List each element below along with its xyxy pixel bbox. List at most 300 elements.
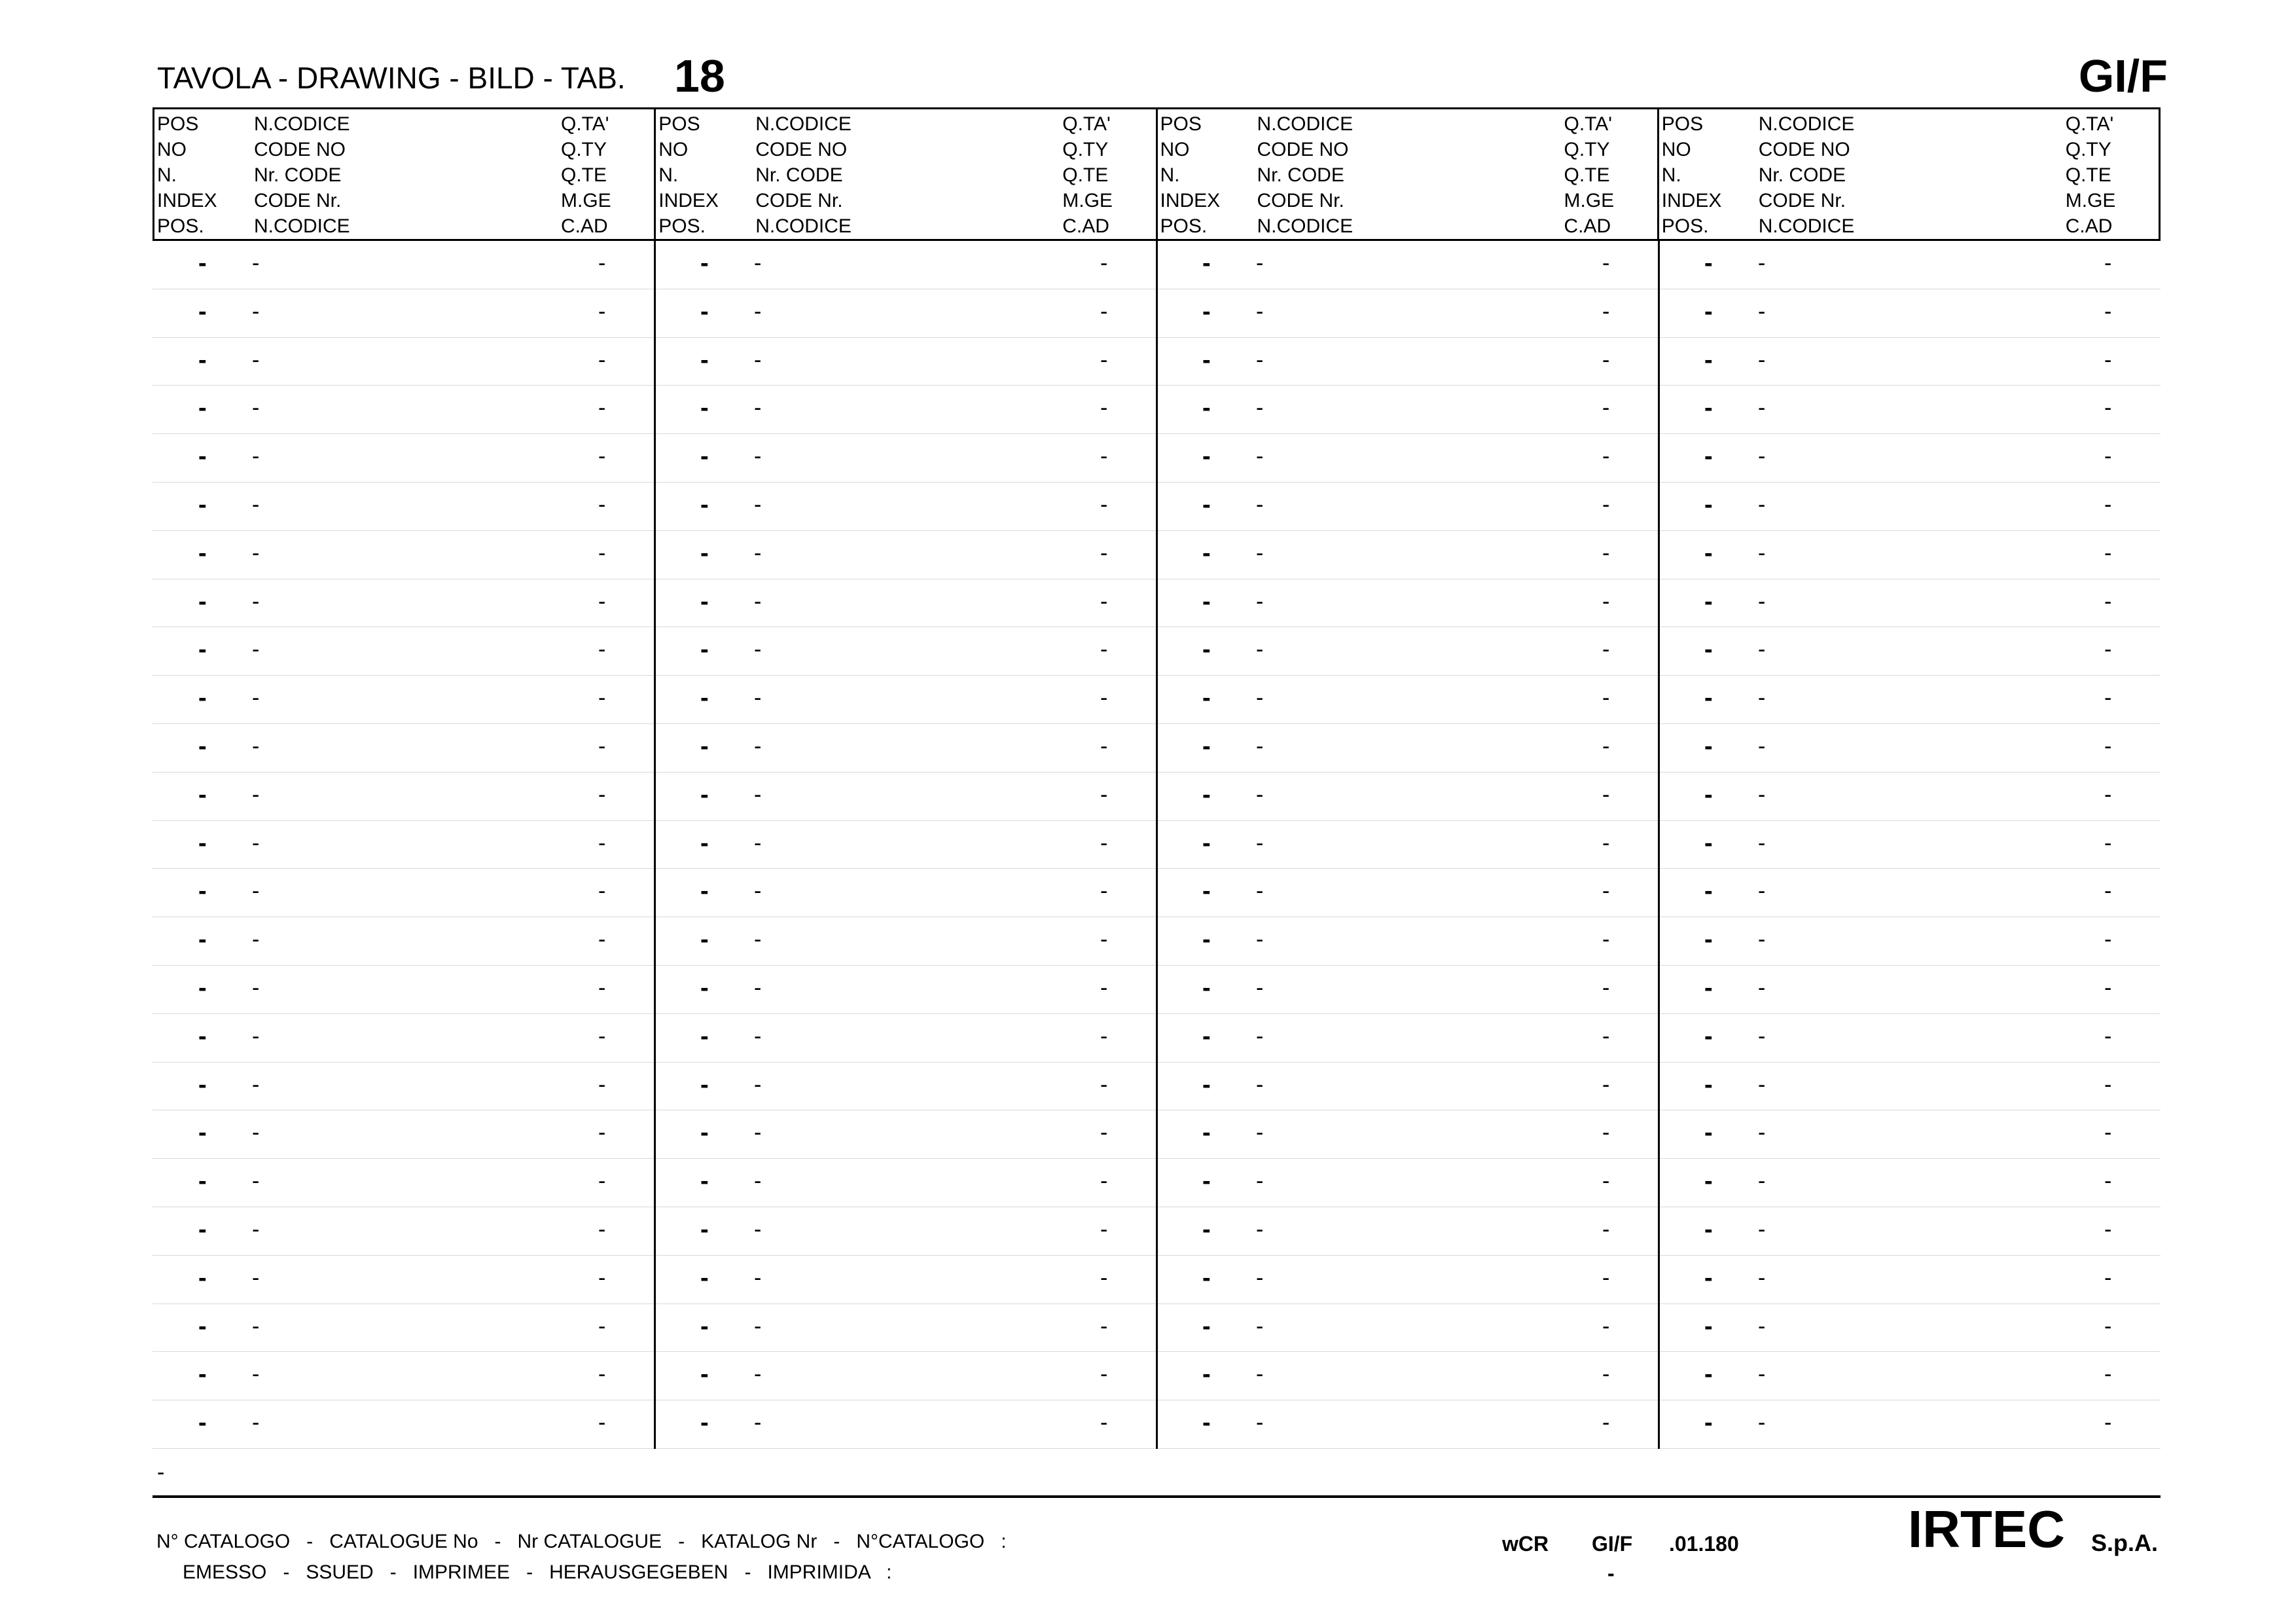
part-quantity: - <box>2104 1023 2112 1049</box>
header-line <box>1158 163 1657 188</box>
part-entry <box>1659 289 2161 337</box>
column-divider <box>1658 241 1660 1449</box>
header-code-label: CODE NO <box>254 139 346 160</box>
part-code: - <box>1758 492 1766 517</box>
part-quantity: - <box>598 1313 606 1339</box>
part-position: - <box>198 1119 207 1147</box>
part-code: - <box>1758 1410 1766 1436</box>
part-entry <box>655 1304 1157 1352</box>
part-entry <box>152 869 655 917</box>
part-entry <box>655 724 1157 772</box>
part-code: - <box>252 685 260 711</box>
part-quantity: - <box>1100 1120 1108 1146</box>
part-quantity: - <box>2104 927 2112 953</box>
header-line <box>1659 163 2159 188</box>
header-line <box>656 189 1155 213</box>
header-code-label: CODE Nr. <box>755 190 843 211</box>
part-quantity: - <box>598 637 606 663</box>
header-code-label: N.CODICE <box>254 215 350 237</box>
part-code: - <box>252 879 260 904</box>
part-entry <box>1157 1400 1659 1448</box>
part-code: - <box>1256 637 1264 663</box>
part-code: - <box>754 589 762 614</box>
part-entry <box>1659 1304 2161 1352</box>
part-code: - <box>252 734 260 759</box>
part-position: - <box>700 684 709 712</box>
part-quantity: - <box>598 540 606 566</box>
part-code: - <box>1758 830 1766 856</box>
part-quantity: - <box>2104 1265 2112 1290</box>
part-entry <box>152 1256 655 1304</box>
part-quantity: - <box>2104 251 2112 276</box>
header-qty-label: Q.TA' <box>1564 113 1613 135</box>
part-quantity: - <box>1602 1410 1610 1436</box>
part-entry <box>1157 627 1659 675</box>
header-code-label: N.CODICE <box>254 113 350 135</box>
part-position: - <box>1202 587 1211 615</box>
part-quantity: - <box>2104 1120 2112 1146</box>
part-code: - <box>1256 492 1264 517</box>
part-quantity: - <box>1602 1072 1610 1097</box>
part-code: - <box>1758 879 1766 904</box>
part-quantity: - <box>2104 444 2112 469</box>
part-quantity: - <box>1100 1362 1108 1387</box>
part-entry <box>1157 483 1659 530</box>
header-pos-label: POS <box>1160 113 1202 135</box>
part-code: - <box>754 782 762 807</box>
part-position: - <box>1202 1312 1211 1340</box>
part-quantity: - <box>2104 1072 2112 1097</box>
part-quantity: - <box>598 395 606 421</box>
bottom-note: - <box>157 1460 165 1485</box>
part-code: - <box>252 1120 260 1146</box>
part-code: - <box>754 1217 762 1242</box>
header-column-group <box>656 109 1157 239</box>
part-position: - <box>700 249 709 277</box>
header-line <box>1659 112 2159 137</box>
part-quantity: - <box>2104 589 2112 614</box>
header-pos-label: POS <box>157 113 199 135</box>
part-position: - <box>1704 926 1713 954</box>
part-quantity: - <box>598 1023 606 1049</box>
part-code: - <box>252 444 260 469</box>
part-entry <box>1157 1014 1659 1062</box>
part-quantity: - <box>598 299 606 324</box>
part-entry <box>655 1159 1157 1207</box>
drawing-title: TAVOLA - DRAWING - BILD - TAB. <box>157 61 626 95</box>
part-entry <box>1659 821 2161 869</box>
part-code: - <box>754 1265 762 1290</box>
part-entry <box>152 724 655 772</box>
part-entry <box>152 386 655 433</box>
part-entry <box>1157 1256 1659 1304</box>
part-quantity: - <box>1100 782 1108 807</box>
header-line <box>656 137 1155 162</box>
part-position: - <box>700 1022 709 1050</box>
part-position: - <box>198 1264 207 1292</box>
part-quantity: - <box>1100 1169 1108 1194</box>
header-line <box>154 163 654 188</box>
part-code: - <box>1256 879 1264 904</box>
part-position: - <box>1704 249 1713 277</box>
part-entry <box>655 434 1157 482</box>
header-qty-label: Q.TA' <box>561 113 609 135</box>
footer-divider <box>152 1495 2161 1498</box>
part-entry <box>1659 338 2161 386</box>
part-entry <box>655 1400 1157 1448</box>
part-code: - <box>754 1410 762 1436</box>
header-qty-label: Q.TE <box>1062 164 1109 186</box>
issued-value: - <box>1607 1561 1615 1585</box>
part-quantity: - <box>1602 830 1610 856</box>
part-entry <box>152 917 655 965</box>
part-entry <box>152 627 655 675</box>
part-entry <box>1157 289 1659 337</box>
header-qty-label: Q.TA' <box>1062 113 1111 135</box>
part-code: - <box>252 1072 260 1097</box>
header-column-group <box>1158 109 1659 239</box>
part-entry <box>1157 773 1659 820</box>
part-position: - <box>1704 1312 1713 1340</box>
header-column-group <box>154 109 656 239</box>
title-row <box>157 46 2168 105</box>
part-position: - <box>198 1022 207 1050</box>
part-quantity: - <box>1100 879 1108 904</box>
part-entry <box>1659 531 2161 579</box>
part-entry <box>1157 1304 1659 1352</box>
part-code: - <box>252 1265 260 1290</box>
part-entry <box>1157 1159 1659 1207</box>
part-quantity: - <box>598 347 606 373</box>
part-code: - <box>252 492 260 517</box>
header-line <box>656 112 1155 137</box>
part-entry <box>152 1352 655 1400</box>
part-code: - <box>1256 685 1264 711</box>
header-qty-label: C.AD <box>2065 215 2113 237</box>
part-code: - <box>252 782 260 807</box>
part-position: - <box>1704 1360 1713 1389</box>
part-quantity: - <box>2104 734 2112 759</box>
part-entry <box>655 1063 1157 1110</box>
part-entry <box>152 1063 655 1110</box>
part-code: - <box>252 395 260 421</box>
part-quantity: - <box>1602 589 1610 614</box>
header-code-label: CODE Nr. <box>254 190 342 211</box>
part-code: - <box>754 540 762 566</box>
header-pos-label: INDEX <box>157 190 217 211</box>
header-pos-label: INDEX <box>658 190 719 211</box>
part-position: - <box>1202 1167 1211 1195</box>
header-code-label: N.CODICE <box>755 113 852 135</box>
header-code-label: CODE Nr. <box>1257 190 1344 211</box>
part-quantity: - <box>1100 734 1108 759</box>
header-line <box>154 214 654 239</box>
part-code: - <box>1758 395 1766 421</box>
part-entry <box>152 1400 655 1448</box>
part-code: - <box>1758 251 1766 276</box>
part-code: - <box>252 976 260 1000</box>
part-position: - <box>1202 443 1211 471</box>
part-code: - <box>1758 589 1766 614</box>
part-quantity: - <box>1100 1313 1108 1339</box>
part-position: - <box>1202 1216 1211 1243</box>
part-code: - <box>1758 1023 1766 1049</box>
part-code: - <box>1256 830 1264 856</box>
part-position: - <box>198 829 207 857</box>
part-code: - <box>754 1169 762 1194</box>
header-code-label: Nr. CODE <box>755 164 843 186</box>
part-position: - <box>700 394 709 422</box>
part-position: - <box>700 829 709 857</box>
issued-label-line: EMESSO - SSUED - IMPRIMEE - HERAUSGEGEBEN - IMPRIMIDA : <box>183 1561 892 1583</box>
header-pos-label: NO <box>658 139 689 160</box>
part-position: - <box>198 1409 207 1437</box>
part-code: - <box>252 1217 260 1242</box>
part-position: - <box>1202 1119 1211 1147</box>
part-quantity: - <box>2104 830 2112 856</box>
part-entry <box>655 1014 1157 1062</box>
part-position: - <box>1202 1070 1211 1099</box>
part-code: - <box>252 1169 260 1194</box>
part-position: - <box>700 780 709 809</box>
part-code: - <box>1758 734 1766 759</box>
group-code: GI/F <box>2078 50 2168 101</box>
part-quantity: - <box>598 927 606 953</box>
header-code-label: N.CODICE <box>1257 113 1354 135</box>
part-code: - <box>1256 540 1264 566</box>
part-quantity: - <box>1100 444 1108 469</box>
part-quantity: - <box>2104 1313 2112 1339</box>
part-position: - <box>198 346 207 374</box>
part-quantity: - <box>1100 685 1108 711</box>
part-code: - <box>252 830 260 856</box>
part-quantity: - <box>598 879 606 904</box>
header-pos-label: INDEX <box>1661 190 1722 211</box>
part-code: - <box>1256 1217 1264 1242</box>
part-position: - <box>700 926 709 954</box>
header-pos-label: N. <box>658 164 679 186</box>
header-line <box>1158 189 1657 213</box>
part-position: - <box>1202 974 1211 1002</box>
part-quantity: - <box>598 1217 606 1242</box>
part-quantity: - <box>1602 1362 1610 1387</box>
part-position: - <box>700 974 709 1002</box>
part-position: - <box>700 1119 709 1147</box>
part-entry <box>1157 724 1659 772</box>
part-entry <box>1157 386 1659 433</box>
part-code: - <box>1256 1410 1264 1436</box>
part-entry <box>655 531 1157 579</box>
header-pos-label: N. <box>1160 164 1180 186</box>
parts-table <box>152 241 2161 1449</box>
part-entry <box>1157 579 1659 627</box>
part-position: - <box>1202 877 1211 905</box>
part-entry <box>1659 676 2161 723</box>
part-position: - <box>700 1360 709 1389</box>
header-qty-label: M.GE <box>1062 190 1113 211</box>
part-position: - <box>1202 491 1211 519</box>
part-quantity: - <box>2104 976 2112 1000</box>
part-position: - <box>1704 1022 1713 1050</box>
part-code: - <box>252 251 260 276</box>
part-position: - <box>1202 539 1211 567</box>
part-position: - <box>1704 394 1713 422</box>
part-code: - <box>1256 976 1264 1000</box>
part-code: - <box>754 347 762 373</box>
part-quantity: - <box>1602 1265 1610 1290</box>
part-entry <box>152 1207 655 1255</box>
header-line <box>656 163 1155 188</box>
part-position: - <box>198 877 207 905</box>
part-position: - <box>1704 684 1713 712</box>
part-quantity: - <box>1100 299 1108 324</box>
part-entry <box>655 483 1157 530</box>
header-code-label: Nr. CODE <box>1758 164 1846 186</box>
part-position: - <box>1704 733 1713 760</box>
part-entry <box>1659 917 2161 965</box>
header-code-label: N.CODICE <box>1758 215 1855 237</box>
part-code: - <box>754 1120 762 1146</box>
part-position: - <box>700 1216 709 1243</box>
part-position: - <box>1704 877 1713 905</box>
header-qty-label: M.GE <box>1564 190 1615 211</box>
part-position: - <box>198 491 207 519</box>
part-entry <box>1157 434 1659 482</box>
part-quantity: - <box>1100 1217 1108 1242</box>
part-entry <box>1659 434 2161 482</box>
header-pos-label: POS. <box>1160 215 1208 237</box>
header-qty-label: Q.TY <box>1062 139 1109 160</box>
part-quantity: - <box>1100 637 1108 663</box>
part-entry <box>152 241 655 289</box>
part-position: - <box>700 877 709 905</box>
part-quantity: - <box>1602 1023 1610 1049</box>
part-entry <box>655 869 1157 917</box>
part-quantity: - <box>598 1072 606 1097</box>
part-entry <box>1157 966 1659 1013</box>
part-quantity: - <box>1602 879 1610 904</box>
part-code: - <box>1758 1313 1766 1339</box>
part-quantity: - <box>1100 347 1108 373</box>
header-code-label: CODE NO <box>755 139 848 160</box>
part-code: - <box>1758 1120 1766 1146</box>
part-code: - <box>754 492 762 517</box>
part-quantity: - <box>598 492 606 517</box>
part-code: - <box>1758 1217 1766 1242</box>
part-entry <box>1659 1256 2161 1304</box>
part-code: - <box>252 1362 260 1387</box>
part-position: - <box>1704 1216 1713 1243</box>
part-position: - <box>1202 1264 1211 1292</box>
part-quantity: - <box>598 1265 606 1290</box>
part-entry <box>1157 869 1659 917</box>
part-entry <box>1659 241 2161 289</box>
part-quantity: - <box>1602 637 1610 663</box>
catalogue-label-line: N° CATALOGO - CATALOGUE No - Nr CATALOGUE - KATALOG Nr - N°CATALOGO : <box>156 1531 1007 1552</box>
part-entry <box>1157 241 1659 289</box>
part-quantity: - <box>1100 976 1108 1000</box>
part-quantity: - <box>1602 1217 1610 1242</box>
part-entry <box>152 966 655 1013</box>
part-quantity: - <box>1602 927 1610 953</box>
part-quantity: - <box>1100 492 1108 517</box>
header-pos-label: POS. <box>658 215 706 237</box>
part-quantity: - <box>598 1410 606 1436</box>
part-quantity: - <box>2104 637 2112 663</box>
part-entry <box>655 1256 1157 1304</box>
part-code: - <box>252 347 260 373</box>
header-line <box>1659 214 2159 239</box>
part-quantity: - <box>2104 1217 2112 1242</box>
part-position: - <box>1704 539 1713 567</box>
part-quantity: - <box>1100 589 1108 614</box>
part-quantity: - <box>2104 879 2112 904</box>
part-entry <box>1659 483 2161 530</box>
part-position: - <box>198 1216 207 1243</box>
part-position: - <box>1202 733 1211 760</box>
part-position: - <box>1704 297 1713 325</box>
part-code: - <box>754 976 762 1000</box>
part-position: - <box>1704 1119 1713 1147</box>
company-logo: IRTEC <box>1908 1500 2065 1558</box>
header-line <box>154 137 654 162</box>
part-quantity: - <box>1100 1410 1108 1436</box>
part-entry <box>1659 1352 2161 1400</box>
part-entry <box>655 386 1157 433</box>
part-position: - <box>1704 974 1713 1002</box>
part-position: - <box>198 780 207 809</box>
part-entry <box>1157 1110 1659 1158</box>
part-position: - <box>700 346 709 374</box>
header-qty-label: C.AD <box>561 215 608 237</box>
part-quantity: - <box>1602 395 1610 421</box>
part-code: - <box>1256 1313 1264 1339</box>
part-quantity: - <box>2104 1169 2112 1194</box>
part-code: - <box>754 1313 762 1339</box>
part-position: - <box>198 394 207 422</box>
part-position: - <box>198 733 207 760</box>
part-position: - <box>198 1070 207 1099</box>
part-quantity: - <box>1100 251 1108 276</box>
part-quantity: - <box>598 1169 606 1194</box>
part-entry <box>1659 966 2161 1013</box>
part-quantity: - <box>598 589 606 614</box>
header-line <box>154 189 654 213</box>
part-entry <box>152 676 655 723</box>
part-entry <box>655 676 1157 723</box>
company-suffix: S.p.A. <box>2091 1529 2159 1556</box>
part-entry <box>1157 531 1659 579</box>
part-entry <box>1659 627 2161 675</box>
part-code: - <box>754 830 762 856</box>
part-entry <box>655 1110 1157 1158</box>
catalogue-prefix: wCR <box>1502 1532 1549 1556</box>
part-quantity: - <box>598 251 606 276</box>
header-code-label: N.CODICE <box>755 215 852 237</box>
part-position: - <box>700 1264 709 1292</box>
part-code: - <box>1256 782 1264 807</box>
part-position: - <box>700 636 709 664</box>
header-code-label: CODE NO <box>1758 139 1850 160</box>
part-position: - <box>1704 636 1713 664</box>
part-quantity: - <box>1602 1120 1610 1146</box>
part-position: - <box>700 1312 709 1340</box>
part-position: - <box>198 587 207 615</box>
header-line <box>1158 112 1657 137</box>
part-code: - <box>754 879 762 904</box>
part-quantity: - <box>1602 251 1610 276</box>
part-position: - <box>1704 1264 1713 1292</box>
